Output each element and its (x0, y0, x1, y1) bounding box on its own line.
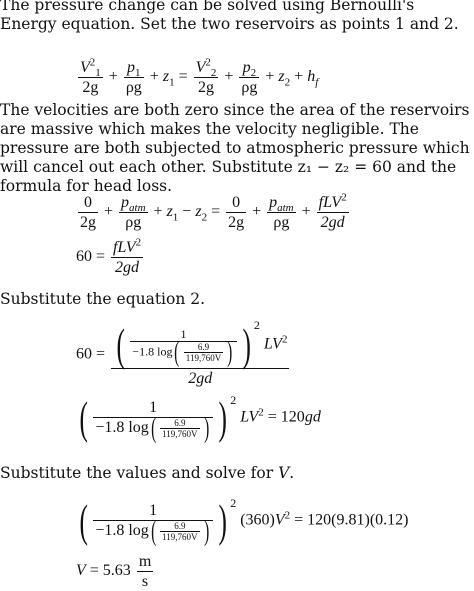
headloss-equation: $\frac{0}{2g}$ + $\frac{p_{atm}}{\rho g}$ + $z_1 - z_2$ = $\frac{0}{2g}$ + $\frac{p_{atm}}{\rho g}$ + $\frac{fLV^2}{2gd}$ (80, 191, 347, 231)
explanation-paragraph: The velocities are both zero since the area of the reservoirs are massive which makes the velocity negligible. The pressure are both subjected to atmospheric pressure which will cancel out each other. Substitute z₁ − z₂ = 60 and the formula for head loss. (0, 101, 470, 195)
numeric-equation: ( 1 −1.8 log( $\frac{6.9}{119,760V}$ ) ) 2 $(360)V^2 = 120(9.81)(0.12)$ (79, 495, 409, 547)
sixty-equation: 60 = $\frac{fLV^2}{2gd}$ (76, 236, 142, 276)
substitute-eq2-text: Substitute the equation 2. (0, 290, 206, 308)
substitute-values-text: Substitute the values and solve for V. (0, 464, 295, 482)
bernoulli-equation: $\frac{V^2_1}{2g}$ + $\frac{p_1}{\rho g}$ + $z_1$ = $\frac{V^2_2}{2g}$ + $\frac{p_2}{\rho g}$ + $z_2 + h_f$ (80, 56, 319, 96)
friction-substitution-equation: 60 = ( 1 −1.8 log( $\frac{6.9}{119,760V}$ ) ) 2 $LV^2$ 2gd (76, 318, 288, 387)
intro-paragraph: The pressure change can be solved using Bernoulli's Energy equation. Set the two reservoirs as points 1 and 2. (0, 0, 459, 33)
rearranged-equation: ( 1 −1.8 log( $\frac{6.9}{119,760V}$ ) ) 2 $LV^2 = 120gd$ (79, 392, 321, 444)
result-equation: V = 5.63 $\frac{m}{s}$ (76, 553, 152, 590)
